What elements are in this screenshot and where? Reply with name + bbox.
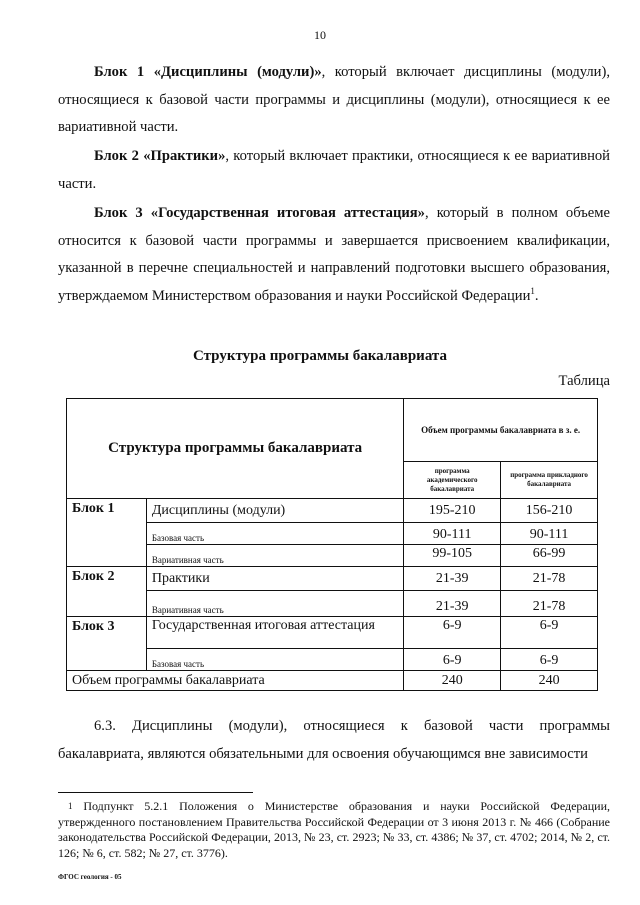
section-6-3-paragraph: 6.3. Дисциплины (модули), относящиеся к базовой части программы бакалавриата, являются обязательными для освоения обучающимся вне зависимости bbox=[58, 718, 610, 762]
footnote-number: 1 bbox=[68, 801, 73, 811]
block2-applied: 21-78 bbox=[501, 567, 598, 591]
block1-applied: 156-210 bbox=[501, 499, 598, 523]
structure-table bbox=[66, 398, 598, 691]
table-row bbox=[67, 545, 598, 567]
block1-paragraph bbox=[58, 59, 610, 142]
total-academic: 240 bbox=[404, 671, 501, 691]
table-row bbox=[67, 499, 598, 523]
block3-base-label: Базовая часть bbox=[146, 649, 403, 671]
block1-label: Блок 1 bbox=[67, 499, 147, 567]
table-row bbox=[67, 617, 598, 649]
block1-base-applied: 90-111 bbox=[501, 523, 598, 545]
total-label: Объем программы бакалавриата bbox=[67, 671, 404, 691]
block2-academic: 21-39 bbox=[404, 567, 501, 591]
block2-var-applied: 21-78 bbox=[501, 591, 598, 617]
footnote-divider bbox=[58, 792, 253, 793]
footnote bbox=[58, 799, 610, 861]
block2-title: Практики bbox=[146, 567, 403, 591]
block3-lead: Блок 3 «Государственная итоговая аттестация» bbox=[94, 205, 425, 221]
block1-text: , который включает дисциплины (модули), относящиеся к базовой части программы и дисциплины (модули), относящиеся к ее вариативной части. bbox=[58, 64, 610, 135]
block1-academic: 195-210 bbox=[404, 499, 501, 523]
block3-label: Блок 3 bbox=[67, 617, 147, 671]
block1-lead: Блок 1 «Дисциплины (модули)» bbox=[94, 64, 322, 80]
block3-end: . bbox=[534, 287, 539, 304]
table-total-row bbox=[67, 671, 598, 691]
table-row bbox=[67, 591, 598, 617]
footnote-text: Подпункт 5.2.1 Положения о Министерстве образования и науки Российской Федерации, утвержденного постановлением Правительства Российской Федерации от 3 июня 2013 г. № 466 (Собрание законодательства Российской Федерации, 2013, № 23, ст. 2923; № 33, ст. 4386; № 37, ст. 4702; 2014, № 2, ст. 126; № 6, ст. 582; № 27, ст. 3776). bbox=[58, 799, 611, 860]
total-applied: 240 bbox=[501, 671, 598, 691]
block3-text: , который в полном объеме относится к базовой части программы и завершается присвоением квалификации, указанной в перечне специальностей и направлений подготовки высшего образования, утверждаемом Министерством образования и науки Российской Федерации bbox=[58, 205, 610, 304]
footnote-reference: 1 bbox=[530, 285, 535, 296]
block1-var-label: Вариативная часть bbox=[146, 545, 403, 567]
block1-base-label: Базовая часть bbox=[146, 523, 403, 545]
block2-var-academic: 21-39 bbox=[404, 591, 501, 617]
block3-applied: 6-9 bbox=[501, 617, 598, 649]
block1-title: Дисциплины (модули) bbox=[146, 499, 403, 523]
block2-label: Блок 2 bbox=[67, 567, 147, 617]
table-title: Структура программы бакалавриата bbox=[193, 348, 447, 364]
header-applied: программа прикладного бакалавриата bbox=[501, 462, 598, 499]
block3-academic: 6-9 bbox=[404, 617, 501, 649]
header-academic: программа академического бакалавриата bbox=[404, 462, 501, 499]
block2-paragraph bbox=[58, 143, 610, 198]
header-volume: Объем программы бакалавриата в з. е. bbox=[404, 399, 598, 462]
block2-text: , который включает практики, относящиеся к ее вариативной части. bbox=[58, 148, 610, 192]
block3-paragraph bbox=[58, 200, 610, 310]
block1-var-applied: 66-99 bbox=[501, 545, 598, 567]
header-structure: Структура программы бакалавриата bbox=[67, 399, 404, 499]
block3-title: Государственная итоговая аттестация bbox=[146, 617, 403, 649]
block1-var-academic: 99-105 bbox=[404, 545, 501, 567]
table-row bbox=[67, 649, 598, 671]
table-label: Таблица bbox=[558, 373, 610, 389]
page-number: 10 bbox=[314, 28, 326, 42]
page-footer: ФГОС геология - 05 bbox=[58, 873, 122, 881]
table-header-row bbox=[67, 399, 598, 462]
block2-lead: Блок 2 «Практики» bbox=[94, 148, 226, 164]
table-row bbox=[67, 523, 598, 545]
block2-var-label: Вариативная часть bbox=[146, 591, 403, 617]
block3-base-academic: 6-9 bbox=[404, 649, 501, 671]
block3-base-applied: 6-9 bbox=[501, 649, 598, 671]
table-row bbox=[67, 567, 598, 591]
block1-base-academic: 90-111 bbox=[404, 523, 501, 545]
